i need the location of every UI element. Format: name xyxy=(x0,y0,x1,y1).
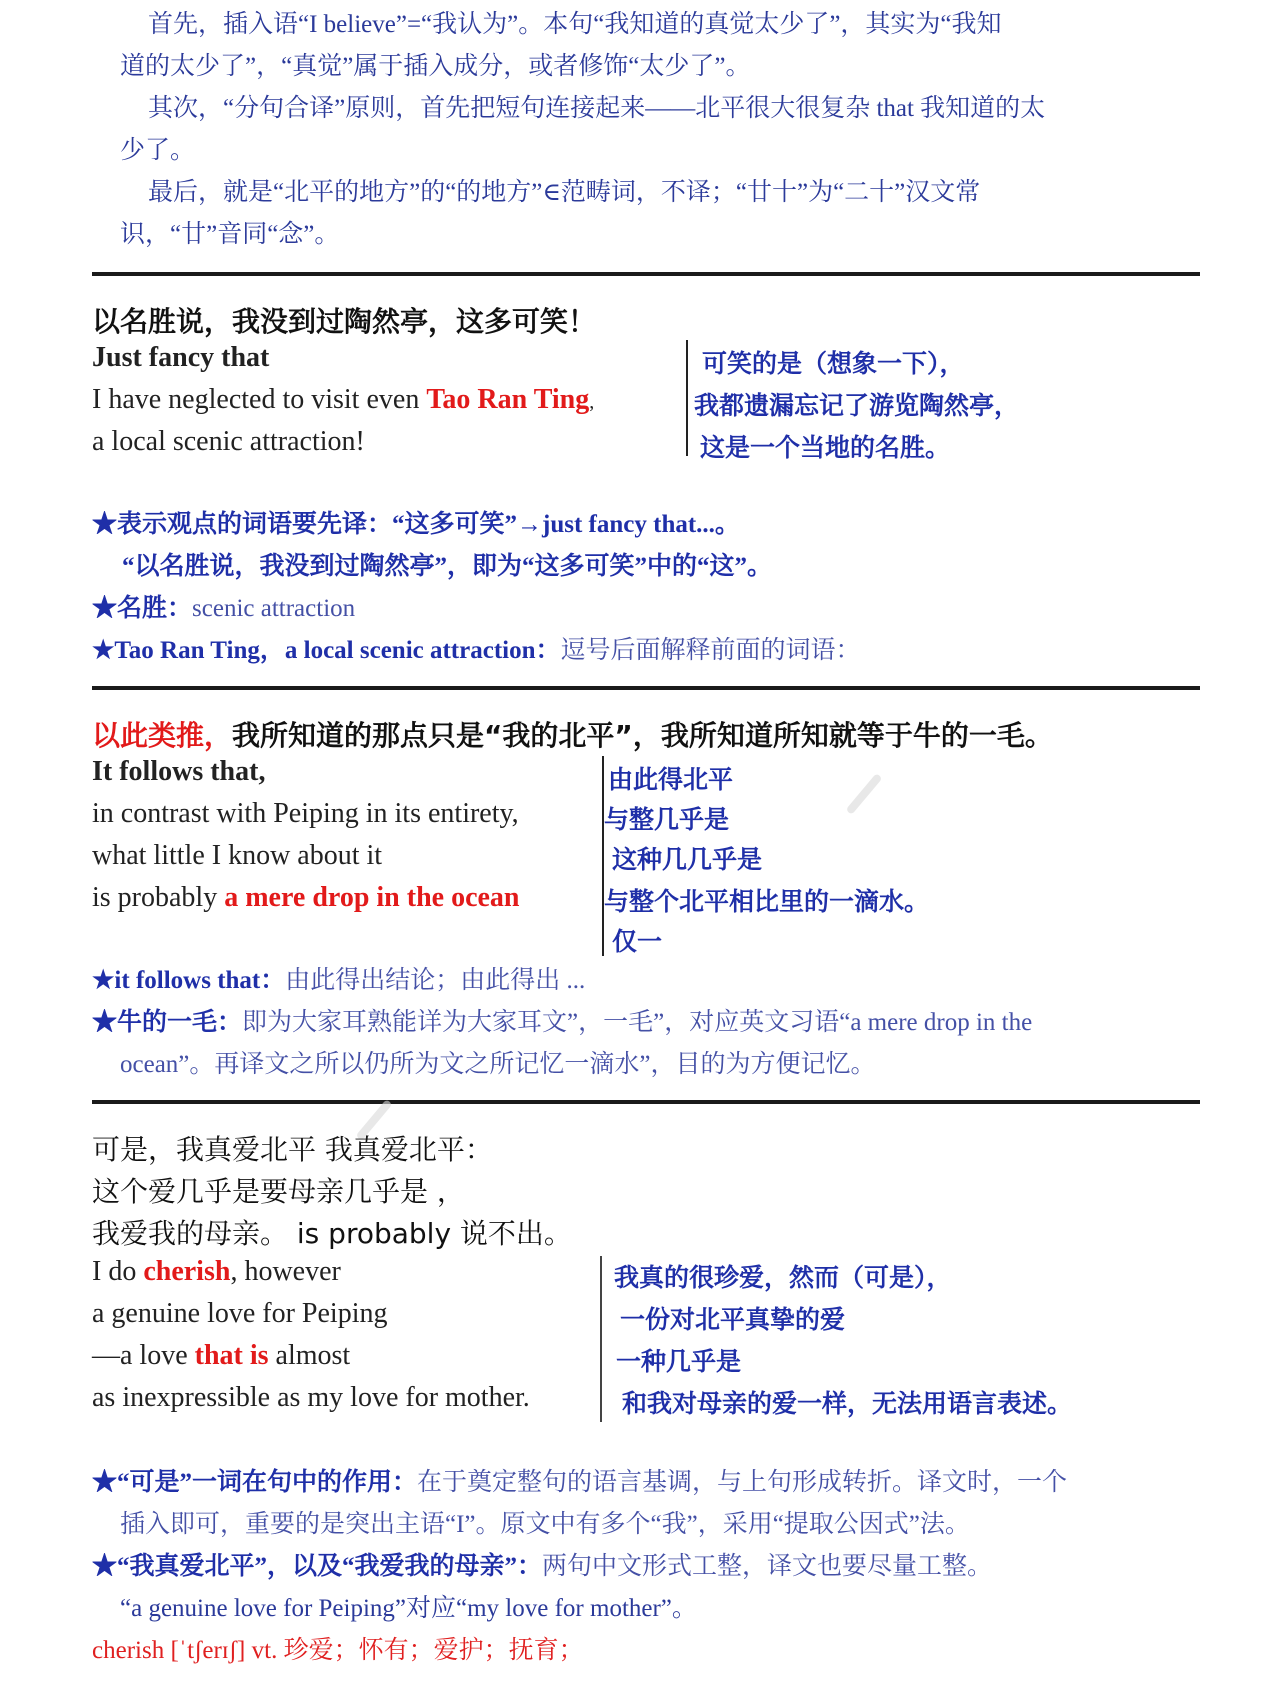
star-icon: ★ xyxy=(92,1009,118,1036)
section3-en-line4: as inexpressible as my love for mother. xyxy=(92,1382,530,1413)
section3-zh-line4: 和我对母亲的爱一样，无法用语言表述。 xyxy=(622,1389,1073,1418)
section2-en-line2: in contrast with Peiping in its entirety, xyxy=(92,798,519,829)
section3-note2: 插入即可，重要的是突出主语“I”。原文中有多个“我”，采用“提取公因式”法。 xyxy=(120,1511,970,1538)
vocab-cherish: cherish [ˈtʃerɪʃ] vt. 珍爱；怀有；爱护；抚育； xyxy=(92,1637,584,1664)
section1-en-line2: I have neglected to visit even Tao Ran Ting, xyxy=(92,384,595,415)
intro-p1-line2: 道的太少了”，“真觉”属于插入成分，或者修饰“太少了”。 xyxy=(120,53,751,80)
section1-source-sentence: 以名胜说，我没到过陶然亭，这多可笑！ xyxy=(92,305,597,338)
intro-p2-line1: 其次，“分句合译”原则，首先把短句连接起来——北平很大很复杂 that 我知道的太 xyxy=(148,95,1046,122)
section3-source-line2: 这个爱几乎是要母亲几乎是 ， xyxy=(92,1175,465,1208)
star-icon: ★ xyxy=(92,1469,118,1496)
section2-en-line3: what little I know about it xyxy=(92,840,383,871)
section2-en-line4: is probably a mere drop in the ocean xyxy=(92,882,520,913)
section2-zh-line5: 仅一 xyxy=(612,927,663,956)
column-separator xyxy=(600,1256,602,1422)
section2-note3: ocean”。再译文之所以仍所为文之所记忆一滴水”，目的为方便记忆。 xyxy=(120,1051,876,1078)
section2-zh-line2: 与整几乎是 xyxy=(604,805,730,834)
section3-en-line3: —a love that is almost xyxy=(92,1340,351,1371)
section1-zh-line2: 我都遗漏忘记了游览陶然亭， xyxy=(694,391,1020,420)
section3-source-line1: 可是，我真爱北平 我真爱北平： xyxy=(92,1133,493,1166)
section-divider xyxy=(92,272,1200,276)
section1-zh-line3: 这是一个当地的名胜。 xyxy=(700,433,951,462)
intro-p3-line2: 识，“廿”音同“念”。 xyxy=(120,221,340,248)
star-icon: ★ xyxy=(92,967,115,994)
section3-zh-line3: 一种几乎是 xyxy=(616,1347,742,1376)
column-separator xyxy=(686,340,688,456)
section1-note3: ★名胜：scenic attraction xyxy=(92,595,356,622)
section2-note1: ★it follows that：由此得出结论；由此得出 ... xyxy=(92,967,586,994)
section2-zh-line1: 由此得北平 xyxy=(608,765,734,794)
section2-zh-line3: 这种几几乎是 xyxy=(612,845,763,874)
section1-note1: ★表示观点的词语要先译：“这多可笑”→just fancy that...。 xyxy=(92,511,740,538)
section2-note2: ★牛的一毛：即为大家耳熟能详为大家耳文”，一毛”，对应英文习语“a mere drop in the xyxy=(92,1009,1033,1036)
section2-source-sentence: 以此类推，我所知道的那点只是“我的北平”，我所知道所知就等于牛的一毛。 xyxy=(92,719,1053,752)
section3-note3: ★“我真爱北平”，以及“我爱我的母亲”：两句中文形式工整，译文也要尽量工整。 xyxy=(92,1553,993,1580)
section2-zh-line4: 与整个北平相比里的一滴水。 xyxy=(604,887,930,916)
section1-en-line1: Just fancy that xyxy=(92,342,270,373)
section3-zh-line2: 一份对北平真挚的爱 xyxy=(620,1305,846,1334)
star-icon: ★ xyxy=(92,637,115,664)
intro-p2-line2: 少了。 xyxy=(120,137,196,164)
section3-en-line1: I do cherish, however xyxy=(92,1256,341,1287)
section1-en-line3: a local scenic attraction! xyxy=(92,426,365,457)
section-divider xyxy=(92,686,1200,690)
star-icon: ★ xyxy=(92,595,118,622)
column-separator xyxy=(602,756,604,956)
star-icon: ★ xyxy=(92,511,118,538)
section3-note1: ★“可是”一词在句中的作用：在于奠定整句的语言基调，与上句形成转折。译文时，一个 xyxy=(92,1469,1068,1496)
watermark-mark xyxy=(846,773,883,815)
section2-en-line1: It follows that, xyxy=(92,756,266,787)
intro-p1-line1: 首先，插入语“I believe”=“我认为”。本句“我知道的真觉太少了”，其实为“我知 xyxy=(148,11,1002,38)
section3-en-line2: a genuine love for Peiping xyxy=(92,1298,388,1329)
section1-note2: “以名胜说，我没到过陶然亭”，即为“这多可笑”中的“这”。 xyxy=(122,553,773,580)
section-divider xyxy=(92,1100,1200,1104)
section1-zh-line1: 可笑的是（想象一下）， xyxy=(702,349,965,378)
star-icon: ★ xyxy=(92,1553,118,1580)
section3-source-line3: 我爱我的母亲。 is probably 说不出。 xyxy=(92,1217,572,1250)
section3-zh-line1: 我真的很珍爱，然而（可是）， xyxy=(614,1263,952,1292)
section1-note4: ★Tao Ran Ting，a local scenic attraction：逗号后面解释前面的词语： xyxy=(92,637,861,664)
section3-note4: “a genuine love for Peiping”对应“my love for mother”。 xyxy=(120,1595,697,1622)
intro-p3-line1: 最后，就是“北平的地方”的“的地方”∈范畴词，不译；“廿十”为“二十”汉文常 xyxy=(148,179,981,206)
